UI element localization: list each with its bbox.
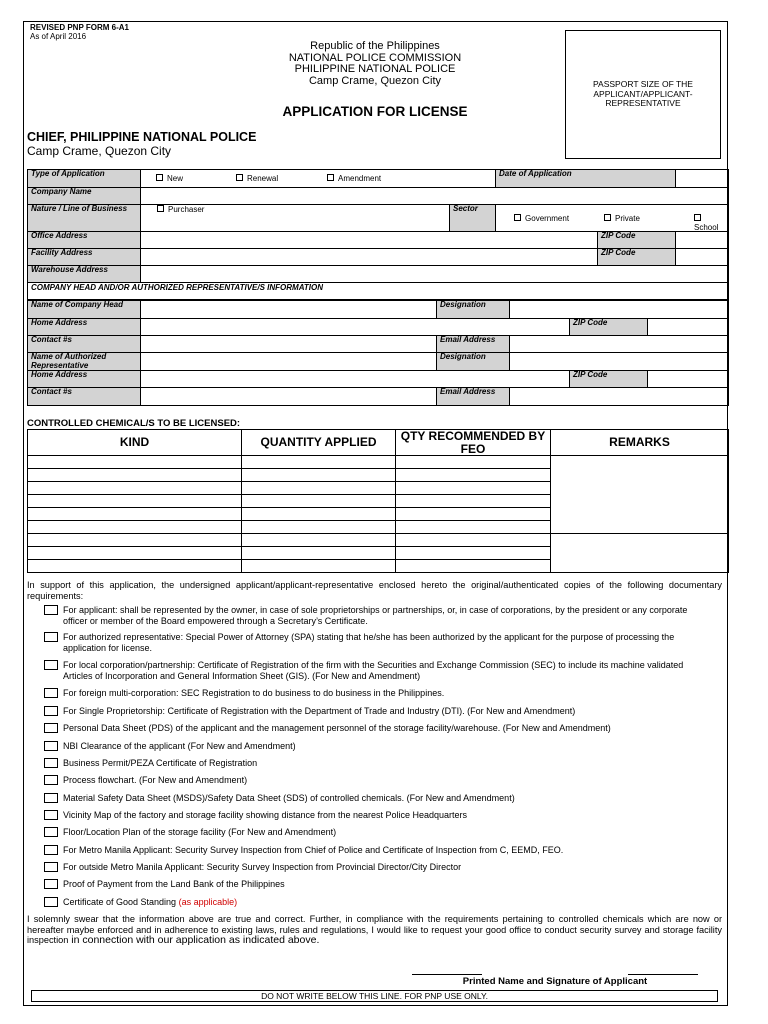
representative-info-table bbox=[27, 300, 729, 406]
qty-cell[interactable] bbox=[242, 521, 396, 534]
head-email-label: Email Address bbox=[437, 336, 510, 353]
sector-school-option[interactable]: School bbox=[694, 214, 728, 232]
kind-cell[interactable] bbox=[28, 469, 242, 482]
kind-header: KIND bbox=[28, 430, 242, 456]
kind-cell[interactable] bbox=[28, 521, 242, 534]
rep-home-address-field[interactable] bbox=[141, 371, 570, 388]
head-contact-label: Contact #s bbox=[28, 336, 141, 353]
feo-header: QTY RECOMMENDED BY FEO bbox=[396, 430, 551, 456]
addressee: CHIEF, PHILIPPINE NATIONAL POLICE bbox=[27, 130, 257, 144]
as-applicable-note: (as applicable) bbox=[178, 897, 238, 907]
chemicals-table bbox=[27, 429, 729, 573]
form-number-block bbox=[30, 23, 129, 41]
company-name-field[interactable] bbox=[141, 188, 729, 205]
requirement-checkbox[interactable] bbox=[44, 845, 58, 855]
office-address-label: Office Address bbox=[28, 232, 141, 249]
requirement-checkbox[interactable] bbox=[44, 741, 58, 751]
type-renewal-option[interactable]: Renewal bbox=[236, 174, 278, 183]
private-checkbox[interactable] bbox=[604, 214, 611, 221]
sector-private-option[interactable]: Private bbox=[604, 214, 640, 223]
qty-cell[interactable] bbox=[242, 469, 396, 482]
rep-zip-label: ZIP Code bbox=[570, 371, 648, 388]
signature-line-left bbox=[412, 974, 482, 975]
head-zip-field[interactable] bbox=[648, 319, 729, 336]
feo-cell[interactable] bbox=[396, 456, 551, 469]
facility-zip-field[interactable] bbox=[676, 249, 729, 266]
requirement-checkbox[interactable] bbox=[44, 793, 58, 803]
feo-cell[interactable] bbox=[396, 521, 551, 534]
company-head-section-heading: COMPANY HEAD AND/OR AUTHORIZED REPRESENTATIVE/S INFORMATION bbox=[28, 283, 729, 300]
rep-contact-label: Contact #s bbox=[28, 388, 141, 406]
quantity-header: QUANTITY APPLIED bbox=[242, 430, 396, 456]
type-options bbox=[141, 170, 496, 188]
qty-cell[interactable] bbox=[242, 482, 396, 495]
requirement-checkbox[interactable] bbox=[44, 775, 58, 785]
sector-label: Sector bbox=[450, 205, 496, 232]
qty-cell[interactable] bbox=[242, 547, 396, 560]
signature-line-right bbox=[628, 974, 698, 975]
facility-address-label: Facility Address bbox=[28, 249, 141, 266]
applicant-info-table bbox=[27, 169, 729, 300]
head-designation-label: Designation bbox=[437, 301, 510, 319]
pnp-line: PHILIPPINE NATIONAL POLICE bbox=[294, 63, 456, 75]
nature-of-business-label: Nature / Line of Business bbox=[28, 205, 141, 232]
feo-cell[interactable] bbox=[396, 560, 551, 573]
head-email-field[interactable] bbox=[510, 336, 729, 353]
remarks-header: REMARKS bbox=[551, 430, 729, 456]
kind-cell[interactable] bbox=[28, 547, 242, 560]
requirement-checkbox[interactable] bbox=[44, 810, 58, 820]
type-of-application-label: Type of Application bbox=[28, 170, 141, 188]
feo-cell[interactable] bbox=[396, 482, 551, 495]
office-zip-label: ZIP Code bbox=[598, 232, 676, 249]
auth-rep-label: Name of Authorized Representative bbox=[28, 353, 141, 371]
addressee-address: Camp Crame, Quezon City bbox=[27, 144, 172, 158]
requirement-checkbox[interactable] bbox=[44, 897, 58, 907]
type-new-option[interactable]: New bbox=[156, 174, 183, 183]
head-contact-field[interactable] bbox=[141, 336, 437, 353]
signature-label: Printed Name and Signature of Applicant bbox=[462, 976, 648, 987]
sector-government-option[interactable]: Government bbox=[514, 214, 569, 223]
kind-cell[interactable] bbox=[28, 508, 242, 521]
rep-designation-label: Designation bbox=[437, 353, 510, 371]
rep-zip-field[interactable] bbox=[648, 371, 729, 388]
purchaser-checkbox[interactable] bbox=[157, 205, 164, 212]
kind-cell[interactable] bbox=[28, 534, 242, 547]
company-name-label: Company Name bbox=[28, 188, 141, 205]
republic-line: Republic of the Philippines bbox=[310, 40, 440, 52]
remarks-cell[interactable] bbox=[551, 534, 729, 573]
head-designation-field[interactable] bbox=[510, 301, 729, 319]
rep-home-address-label: Home Address bbox=[28, 371, 141, 388]
kind-cell[interactable] bbox=[28, 482, 242, 495]
commission-line: NATIONAL POLICE COMMISSION bbox=[288, 51, 462, 64]
feo-cell[interactable] bbox=[396, 547, 551, 560]
school-checkbox[interactable] bbox=[694, 214, 701, 221]
qty-cell[interactable] bbox=[242, 560, 396, 573]
facility-zip-label: ZIP Code bbox=[598, 249, 676, 266]
requirement-checkbox[interactable] bbox=[44, 632, 58, 642]
requirement-checkbox[interactable] bbox=[44, 688, 58, 698]
requirement-checkbox[interactable] bbox=[44, 862, 58, 872]
feo-cell[interactable] bbox=[396, 508, 551, 521]
kind-cell[interactable] bbox=[28, 495, 242, 508]
requirement-checkbox[interactable] bbox=[44, 723, 58, 733]
warehouse-address-label: Warehouse Address bbox=[28, 266, 141, 283]
warehouse-address-field[interactable] bbox=[141, 266, 729, 283]
rep-designation-field[interactable] bbox=[510, 353, 729, 371]
remarks-cell[interactable] bbox=[551, 456, 729, 534]
office-address-field[interactable] bbox=[141, 232, 598, 249]
company-head-label: Name of Company Head bbox=[28, 301, 141, 319]
requirement-checkbox[interactable] bbox=[44, 660, 58, 670]
qty-cell[interactable] bbox=[242, 456, 396, 469]
date-of-application-field[interactable] bbox=[676, 170, 729, 188]
agency-header bbox=[220, 41, 530, 87]
type-amendment-option[interactable]: Amendment bbox=[327, 174, 381, 183]
office-zip-field[interactable] bbox=[676, 232, 729, 249]
kind-cell[interactable] bbox=[28, 456, 242, 469]
new-checkbox[interactable] bbox=[156, 174, 163, 181]
head-home-address-label: Home Address bbox=[28, 319, 141, 336]
requirement-checkbox[interactable] bbox=[44, 827, 58, 837]
rep-email-label: Email Address bbox=[437, 388, 510, 406]
revision-date: As of April 2016 bbox=[30, 32, 87, 41]
chemicals-title: CONTROLLED CHEMICAL/S TO BE LICENSED: bbox=[27, 418, 241, 429]
page-title: APPLICATION FOR LICENSE bbox=[282, 104, 468, 119]
support-statement: In support of this application, the undersigned applicant/applicant-representative enclosed hereto the original/authenticated copies of the following documentary requirements: bbox=[27, 580, 722, 601]
footer-text: DO NOT WRITE BELOW THIS LINE. FOR PNP USE ONLY. bbox=[261, 991, 488, 1001]
sector-options bbox=[496, 205, 729, 232]
facility-address-field[interactable] bbox=[141, 249, 598, 266]
oath-statement: I solemnly swear that the information above are true and correct. Further, in compliance with the requirements pertaining to controlled chemicals which are now or hereafter maybe enforced and in adherence to existing laws, rules and regulations, I would like to request your good office to conduct security survey and storage facility inspection in connection with our application as indicated above. bbox=[27, 914, 722, 946]
requirement-checkbox[interactable] bbox=[44, 758, 58, 768]
purchaser-option[interactable]: Purchaser bbox=[141, 205, 450, 232]
government-checkbox[interactable] bbox=[514, 214, 521, 221]
date-of-application-label: Date of Application bbox=[496, 170, 676, 188]
pnp-use-only-bar bbox=[31, 990, 718, 1002]
camp-line: Camp Crame, Quezon City bbox=[308, 74, 442, 87]
requirement-checkbox[interactable] bbox=[44, 605, 58, 615]
feo-cell[interactable] bbox=[396, 469, 551, 482]
auth-rep-field[interactable] bbox=[141, 353, 437, 371]
rep-email-field[interactable] bbox=[510, 388, 729, 406]
requirement-checkbox[interactable] bbox=[44, 879, 58, 889]
head-home-address-field[interactable] bbox=[141, 319, 570, 336]
requirement-checkbox[interactable] bbox=[44, 706, 58, 716]
renewal-checkbox[interactable] bbox=[236, 174, 243, 181]
qty-cell[interactable] bbox=[242, 534, 396, 547]
kind-cell[interactable] bbox=[28, 560, 242, 573]
feo-cell[interactable] bbox=[396, 534, 551, 547]
qty-cell[interactable] bbox=[242, 508, 396, 521]
passport-photo-box bbox=[565, 30, 721, 159]
form-number: REVISED PNP FORM 6-A1 bbox=[30, 23, 129, 32]
company-head-field[interactable] bbox=[141, 301, 437, 319]
rep-contact-field[interactable] bbox=[141, 388, 437, 406]
head-zip-label: ZIP Code bbox=[570, 319, 648, 336]
amendment-checkbox[interactable] bbox=[327, 174, 334, 181]
qty-cell[interactable] bbox=[242, 495, 396, 508]
passport-label: PASSPORT SIZE OF THE APPLICANT/APPLICANT-REPRESENTATIVE bbox=[593, 79, 693, 109]
feo-cell[interactable] bbox=[396, 495, 551, 508]
